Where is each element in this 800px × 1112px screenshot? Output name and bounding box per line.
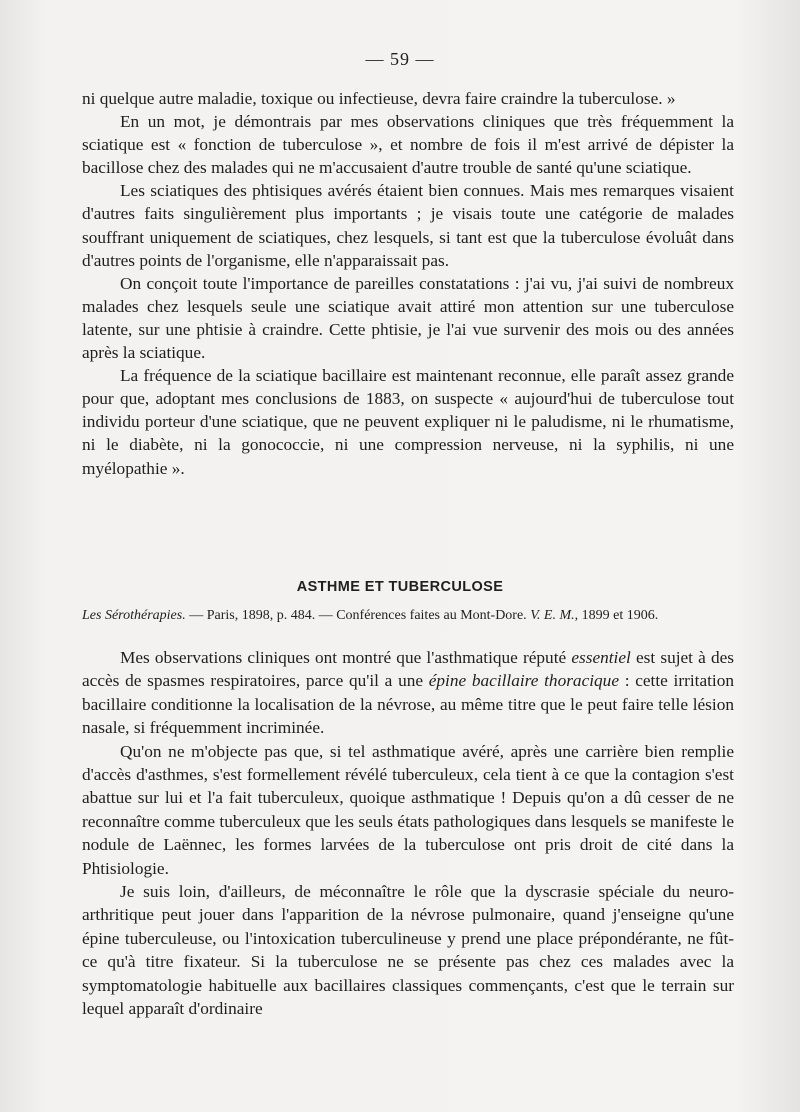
text-block-asthme <box>82 646 734 1021</box>
paragraph: ni quelque autre maladie, toxique ou infectieuse, devra faire craindre la tuberculose. » <box>82 89 676 108</box>
paragraph: Je suis loin, d'ailleurs, de méconnaître le rôle que la dyscrasie spéciale du neuro-arthritique peut jouer dans l'apparition de la névrose pulmonaire, quand j'enseigne qu'une épine tuberculeuse, ou l'intoxication tuberculineuse y prend une place prépondérante, ne fût-ce qu'à titre fixateur. Si la tuberculose ne se présente pas chez ces malades avec la symptomatologie habituelle aux bacillaires classiques commençants, c'est que le terrain sur lequel apparaît d'ordinaire <box>82 882 734 1019</box>
paragraph: On conçoit toute l'importance de pareilles constatations : j'ai vu, j'ai suivi de nombreux malades chez lesquels seule une sciatique avait attiré mon attention sur une tuberculose latente, sur une phtisie à craindre. Cette phtisie, je l'ai vue survenir des mois ou des années après la sciatique. <box>82 273 734 363</box>
section-title: ASTHME ET TUBERCULOSE <box>296 579 504 595</box>
section-reference <box>82 607 742 625</box>
paragraph: Qu'on ne m'objecte pas que, si tel asthmatique avéré, après une carrière bien remplie d'accès d'asthmes, s'est formellement révélé tuberculeux, cela tient à ce que la contagion s'est abattue sur lui et l'a fait tuberculeux, quoique asthmatique ! Depuis qu'on a dû cesser de ne reconnaître comme tuberculeux que les seuls états pathologiques dans lesquels se manifeste le nodule de Laënnec, les formes larvées de la tuberculose ont pris droit de cité dans la Phtisiologie. <box>82 741 734 878</box>
paragraph-text: est sujet à des accès de spasmes respiratoires, parce qu'il a une <box>82 648 734 691</box>
paragraph: Les sciatiques des phtisiques avérés étaient bien connues. Mais mes remarques visaient d'autres faits singulièrement plus importants ; je visais toute une catégorie de malades souffrant uniquement de sciatiques, chez lesquels, si tant est que la tuberculose évoluât dans d'autres points de l'organisme, elle n'apparaissait pas. <box>82 181 734 270</box>
paragraph-text: : cette irritation bacillaire conditionne la localisation de la névrose, au même titre que le peut faire telle lésion nasale, si fréquemment incriminée. <box>82 671 735 738</box>
page-number: — 59 — <box>365 49 435 69</box>
emphasis-text: épine bacillaire thoracique <box>428 671 619 691</box>
reference-journal: V. E. M. <box>530 608 575 623</box>
paragraph <box>82 646 734 740</box>
text-block-sciatique <box>82 87 734 480</box>
emphasis-text: essentiel <box>571 648 631 667</box>
paragraph: La fréquence de la sciatique bacillaire est maintenant reconnue, elle paraît assez grande pour que, adoptant mes conclusions de 1883, on suspecte « aujourd'hui de tuberculose tout individu porteur d'une sciatique, que ne peuvent expliquer ni le paludisme, ni le rhumatisme, ni le diabète, ni la gonococcie, ni une compression nerveuse, ni la syphilis, ni une myélopathie ». <box>82 366 734 478</box>
reference-details: — Paris, 1898, p. 484. — Conférences faites au Mont-Dore. <box>185 608 531 623</box>
reference-years: , 1899 et 1906. <box>574 608 659 623</box>
paragraph-text: Mes observations cliniques ont montré que l'asthmatique réputé <box>120 648 572 667</box>
reference-title: Les Sérothérapies. <box>82 608 186 623</box>
paragraph: En un mot, je démontrais par mes observations cliniques que très fréquemment la sciatique est « fonction de tuberculose », et nombre de fois il m'est arrivé de dépister la bacillose chez des malades qui ne m'accusaient d'autre trouble de santé qu'une sciatique. <box>82 112 734 178</box>
